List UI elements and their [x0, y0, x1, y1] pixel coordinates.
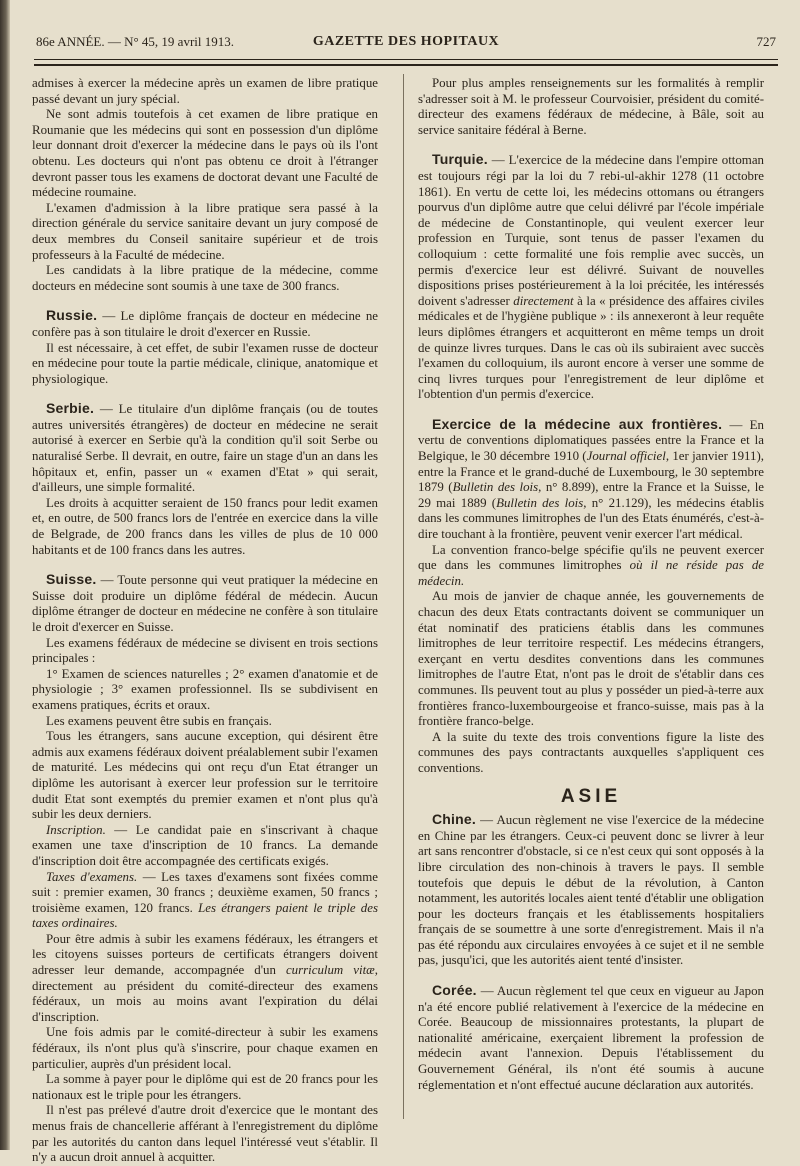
- newspaper-page: [22, 0, 790, 1165]
- paragraph-label: Inscription.: [46, 822, 106, 837]
- paragraph: admises à exercer la médecine après un examen de libre pratique passé devant un jury spécial.: [32, 76, 378, 106]
- paragraph-text: La convention franco-belge spécifie qu'ils ne peuvent exercer que dans les communes limitrophes: [418, 542, 764, 573]
- paragraph: [418, 983, 764, 1093]
- paragraph: La somme à payer pour le diplôme qui est de 20 francs pour les nationaux est le triple pour les étrangers.: [32, 1072, 378, 1102]
- paragraph: [418, 812, 764, 969]
- section-title-suisse: Suisse.: [46, 571, 97, 588]
- paragraph-text: — Aucun règlement tel que ceux en vigueur au Japon n'a été encore publié relativement à l'exercice de la médecine en Corée. Beaucoup de missionnaires protestants, la plupart de nationalité américaine, exerçaient librement la profession de médecin avant l'annexion. Depuis l'établissement du Gouvernement Général, ils n'ont été soumis à aucune réglementation et n'ont effectué aucune déclaration aux autorités.: [418, 984, 764, 1092]
- paragraph-italic: Les étrangers paient le triple des taxes ordinaires.: [32, 900, 378, 931]
- paragraph: Les candidats à la libre pratique de la médecine, comme docteurs en médecine sont soumis à une taxe de 300 francs.: [32, 263, 378, 293]
- paragraph-text: , 1er janvier 1911), entre la France et le grand-duché de Luxembourg, le 30 septembre 1879 (: [418, 449, 764, 495]
- section-title-chine: Chine.: [432, 811, 476, 828]
- citation-italic: Journal officiel: [586, 449, 666, 464]
- citation-italic: Bulletin des lois: [496, 495, 584, 510]
- paragraph: Au mois de janvier de chaque année, les gouvernements de chacun des deux Etats contractants doivent se communiquer un état nominatif des praticiens établis dans les communes limitrophes de leur territoire respectif. Les médecins étrangers, exerçant en vertu desdites conventions dans les communes limitrophes de l'autre Etat, n'ont pas le droit de s'établir dans ces communes. Ils peuvent tout au plus y posséder un pied-à-terre aux frontières franco-luxembourgeoise et franco-suisse, mais pas à la frontière franco-belge.: [418, 589, 764, 729]
- paragraph: [32, 932, 378, 1026]
- binding-edge: [0, 0, 10, 1150]
- paragraph: 1° Examen de sciences naturelles ; 2° examen d'anatomie et de physiologie ; 3° examen professionnel. Ils se subdivisent en examens pratiques, écrits et oraux.: [32, 666, 378, 712]
- left-column: [32, 76, 379, 1165]
- column-divider: [403, 74, 404, 1119]
- paragraph: Pour plus amples renseignements sur les formalités à remplir s'adresser soit à M. le professeur Courvoisier, président du comité-directeur des examens fédéraux de médecine, à Bâle, soit au service sanitaire fédéral à Berne.: [418, 76, 764, 137]
- paragraph-text: , n° 8.899), entre la France et la Suisse, le 29 mai 1889 (: [418, 480, 764, 510]
- paragraph: Les examens fédéraux de médecine se divisent en trois sections principales :: [32, 635, 378, 666]
- paragraph: Tous les étrangers, sans aucune exception, qui désirent être admis aux examens fédéraux doivent préalablement subir l'examen de maturité. Les médecins qui ont reçu d'un Etat étranger un diplôme les autorisant à exercer leur profession sur le territoire dudit Etat sont exemptés du premier examen et n'ont plus qu'à subir les deux derniers.: [32, 729, 378, 822]
- paragraph: A la suite du texte des trois conventions figure la liste des communes des pays contractants auxquelles s'appliquent ces conventions.: [418, 729, 764, 775]
- section-heading-asie: ASIE: [560, 785, 622, 807]
- section-title-frontieres: Exercice de la médecine aux frontières.: [432, 415, 723, 432]
- paragraph-italic: où il ne réside pas de médecin.: [418, 558, 764, 588]
- paragraph: Ne sont admis toutefois à cet examen de libre pratique en Roumanie que les médecins qui sont en possession d'un diplôme leur donnant droit d'exercer la médecine dans le pays où ils l'ont obtenu. Les docteurs qui n'ont pas obtenu ce droit à l'étranger devront passer tous les examens de doctorat devant une Faculté de médecine roumaine.: [32, 107, 378, 200]
- right-column: [418, 76, 764, 1136]
- paragraph: Une fois admis par le comité-directeur à subir les examens fédéraux, ils n'ont plus qu'à s'inscrire, pour chaque examen en particulier, auprès d'un président local.: [32, 1025, 378, 1071]
- section-chine: [418, 812, 764, 969]
- journal-title: GAZETTE DES HOPITAUX: [312, 34, 500, 49]
- paragraph-label: Taxes d'examens.: [46, 869, 138, 884]
- paragraph: [32, 572, 378, 635]
- paragraph-text: , n° 21.129), les médecins établis dans les communes limitrophes de l'un des Etats énumérés, c'est-à-dire touchant à la frontière, peuvent venir exercer l'art médical.: [418, 495, 764, 542]
- paragraph-text: , directement au président du comité-directeur des examens fédéraux, un mois au moins avant l'expiration du délai d'inscription.: [32, 963, 378, 1024]
- paragraph-text: — Aucun règlement ne vise l'exercice de la médecine en Chine par les étrangers. Ceux-ci peuvent donc se livrer à leur art sans rencontrer d'obstacle, si ce n'est ceux qui sont opposés à la libre circulation des non-chinois à travers le pays. Il semble toutefois que depuis le début de la révolution, à Canton notamment, les autorités locales aient tenté d'établir une obligation pour les docteurs français et les établissements hospitaliers français de se soumettre à une sorte d'enregistrement. Mais il n'a pas été répondu aux circulaires envoyées à ce sujet et il ne semble pas, jusqu'ici, que les autorités aient tenté d'insister.: [418, 813, 764, 968]
- paragraph: [418, 152, 764, 403]
- paragraph-italic: directement: [513, 293, 574, 308]
- paragraph-text: — Le candidat paie en s'inscrivant à chaque examen une taxe d'inscription de 10 francs. La demande d'inscription doit être accompagnée des certificats exigés.: [32, 822, 378, 868]
- paragraph: [32, 308, 378, 340]
- page-number: 727: [756, 34, 776, 49]
- paragraph: [418, 417, 764, 543]
- header-rule-thick: [34, 64, 778, 66]
- section-frontieres: [418, 417, 764, 777]
- section-suisse: [32, 572, 378, 1166]
- issue-line: 86e ANNÉE. — N° 45, 19 avril 1913.: [36, 34, 235, 49]
- section-coree: [418, 983, 764, 1093]
- paragraph-text: à la « présidence des affaires civiles médicales et de l'hygiène publique » : ils annexeront à leur requête leurs diplômes étrangers et acquitteront en même temps un droit de quinze livres turques. Dans le cas où ils subiraient avec succès l'examen du colloquium, ils auront encore à verser une somme de cinq livres turques pour l'enregistrement de leur diplôme et l'obtention d'un permis d'exercice.: [418, 293, 764, 402]
- paragraph: Il n'est pas prélevé d'autre droit d'exercice que le montant des menus frais de chancellerie afférant à l'enregistrement du diplôme par les autorités du canton dans lequel l'intéressé veut s'établir. Il n'y a aucun droit annuel à acquitter.: [32, 1103, 378, 1165]
- paragraph: [32, 870, 378, 932]
- section-serbie: [32, 401, 378, 558]
- page-header: [36, 34, 776, 54]
- section-title-serbie: Serbie.: [46, 400, 95, 417]
- paragraph-text: — Les taxes d'examens sont fixées comme suit : premier examen, 30 francs ; deuxième examen, 50 francs ; troisième examen, 120 francs.: [32, 869, 379, 915]
- paragraph-text: — En vertu de conventions diplomatiques passées entre la France et la Belgique, le 30 décembre 1910 (: [418, 417, 765, 464]
- section-turquie: [418, 152, 764, 403]
- paragraph: Les droits à acquitter seraient de 150 francs pour ledit examen et, en outre, de 500 francs lors de l'entrée en exercice dans la ville de Belgrade, de 200 francs dans les villes de plus de 10 000 habitants et de 100 francs dans les autres.: [32, 495, 378, 557]
- header-rule-thin: [34, 59, 778, 60]
- paragraph: Les examens peuvent être subis en français.: [46, 713, 272, 728]
- paragraph-text: Pour être admis à subir les examens fédéraux, les étrangers et les citoyens suisses porteurs de certificats étrangers doivent adresser leur demande, accompagnée d'un: [32, 931, 378, 978]
- paragraph-text: — L'exercice de la médecine dans l'empire ottoman est toujours régi par la loi du 7 rebi-ul-akhir 1278 (11 octobre 1861). En vertu de cette loi, les médecins ottomans ou étrangers pourvus d'un diplôme autre que celui délivré par l'école impériale de médecine de Constantinople, qui veulent exercer leur profession en Turquie, sont tenus de passer l'examen du colloquium : cette formalité une fois remplie avec succès, un permis d'exercice leur est délivré. Suivant de nouvelles dispositions prises postérieurement à la loi précitée, les intéressés doivent s'adresser: [418, 153, 764, 308]
- section-russie: [32, 308, 378, 387]
- paragraph-text: — Le titulaire d'un diplôme français (ou de toutes autres universités étrangères) de docteur en médecine ne serait autorisé à exercer en Serbie qu'à la condition qu'il soit Serbe ou naturalisé Serbe. Il devrait, en outre, faire un stage d'un an dans les hôpitaux et, enfin, passer un « examen d'Etat » qui serait, d'ailleurs, une simple formalité.: [32, 402, 378, 495]
- paragraph: Il est nécessaire, à cet effet, de subir l'examen russe de docteur en médecine pour toute la partie médicale, clinique, anatomique et physiologique.: [32, 340, 378, 386]
- paragraph-italic: curriculum vitæ: [285, 963, 375, 978]
- paragraph: [32, 823, 378, 870]
- paragraph: L'examen d'admission à la libre pratique sera passé à la direction générale du service sanitaire devant un jury composé de deux membres du Conseil sanitaire supérieur et de trois professeurs à la Faculté de médecine.: [32, 200, 378, 262]
- section-title-turquie: Turquie.: [432, 151, 488, 168]
- paragraph: [32, 401, 378, 496]
- paragraph: [418, 543, 764, 590]
- citation-italic: Bulletin des lois: [452, 480, 539, 495]
- section-title-russie: Russie.: [46, 307, 98, 324]
- paragraph-text: — Toute personne qui veut pratiquer la médecine en Suisse doit produire un diplôme fédéral de médecin. Aucun diplôme étranger de docteur en médecine ne confère à son titulaire le droit d'exercer en Suisse.: [32, 573, 378, 634]
- section-title-coree: Corée.: [432, 982, 477, 999]
- paragraph-text: — Le diplôme français de docteur en médecine ne confère pas à son titulaire le droit d'exercer en Russie.: [32, 309, 378, 339]
